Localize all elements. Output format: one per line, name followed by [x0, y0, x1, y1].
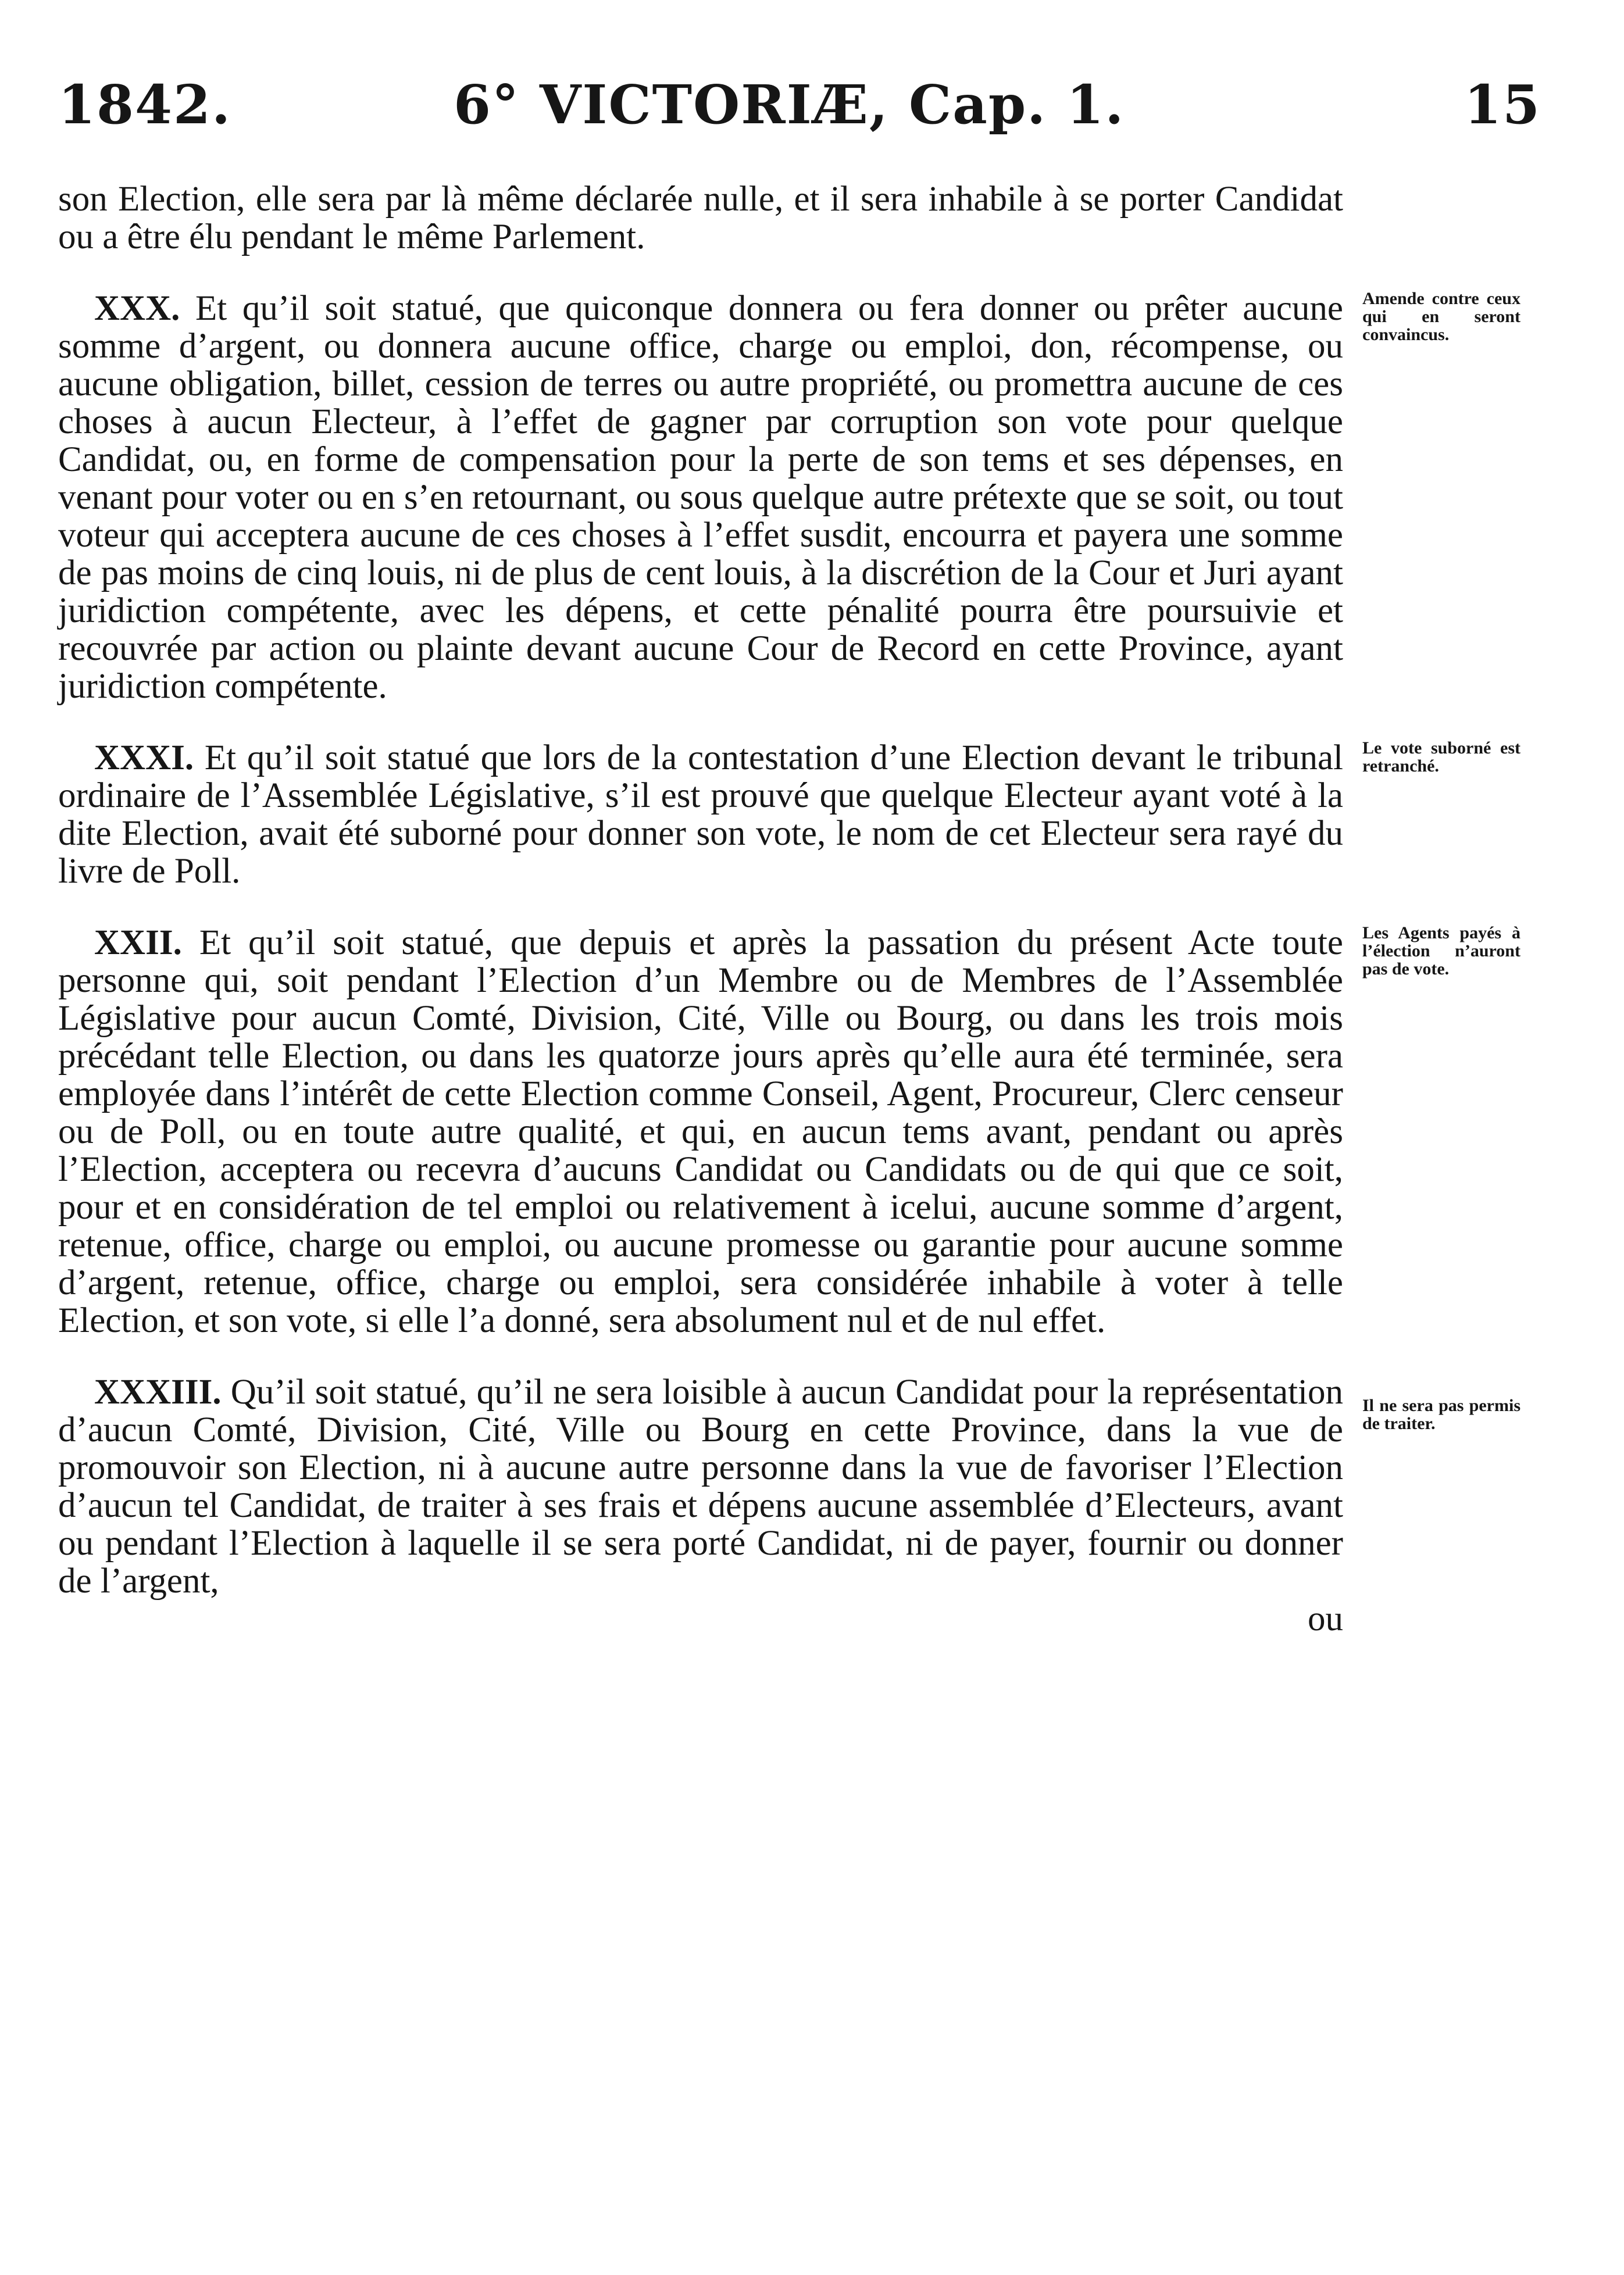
main-text — [58, 180, 1343, 1638]
page-number: 15 — [1464, 73, 1541, 136]
section-number: XXXIII. — [94, 1373, 222, 1412]
page-header — [0, 70, 1624, 145]
section-text: Et qu’il soit statué, que depuis et après la passation du présent Acte toute personne qui, soit pendant l’Election d’un Membre ou de Membres de l’Assemblée Législative pour aucun Comté, Division, Cité, Ville ou Bourg, ou dans les trois mois précédant telle Election, ou dans les quatorze jours après qu’elle aura été terminée, sera employée dans l’intérêt de cette Election comme Conseil, Agent, Procureur, Clerc censeur ou de Poll, ou en toute autre qualité, et qui, en aucun tems avant, pendant ou après l’Election, acceptera ou recevra d’aucuns Candidat ou Candidats ou de qui que ce soit, pour et en considération de tel emploi ou relativement à icelui, aucune somme d’argent, retenue, office, charge ou emploi, ou aucune promesse ou garantie pour aucune somme d’argent, retenue, office, charge ou emploi, sera considérée inhabile à voter à telle Election, et son vote, si elle l’a donné, sera absolument nul et de nul effet. — [58, 923, 1343, 1340]
section-xxx — [58, 290, 1343, 705]
section-text: Et qu’il soit statué que lors de la contestation d’une Election devant le tribunal ordinaire de l’Assemblée Législative, s’il est prouvé que quelque Electeur ayant voté à la dite Election, avait été suborné pour donner son vote, le nom de cet Electeur sera rayé du livre de Poll. — [58, 738, 1343, 891]
margin-note-vote-suborne: Le vote suborné est retranché. — [1362, 738, 1521, 776]
header-year: 1842. — [58, 73, 232, 136]
section-text: Qu’il soit statué, qu’il ne sera loisible à aucun Candidat pour la représentation d’aucun Comté, Division, Cité, Ville ou Bourg en cette Province, dans la vue de promouvoir son Election, ni à aucune autre personne dans la vue de favoriser l’Election d’aucun tel Candidat, de traiter à ses frais et dépens aucune assemblée d’Electeurs, avant ou pendant l’Election à laquelle il se sera porté Candidat, ni de payer, fournir ou donner de l’argent, — [58, 1373, 1344, 1601]
section-number: XXII. — [94, 923, 182, 962]
catchword: ou — [1308, 1599, 1343, 1638]
section-xxxi — [58, 739, 1343, 890]
margin-note-amende: Amende contre ceux qui en seront convaincus. — [1362, 289, 1521, 344]
section-xxii — [58, 924, 1343, 1340]
section-xxxiii — [58, 1373, 1343, 1600]
section-text: Et qu’il soit statué, que quiconque donnera ou fera donner ou prêter aucune somme d’argent, ou donnera aucune office, charge ou emploi, don, récompense, ou aucune obligation, billet, cession de terres ou autre propriété, ou promettra aucune de ces choses à aucun Electeur, à l’effet de gagner par corruption son vote pour quelque Candidat, ou, en forme de compensation pour la perte de son tems et ses dépenses, en venant pour voter ou en s’en retournant, ou sous quelque autre prétexte que se soit, ou tout voteur qui acceptera aucune de ces choses à l’effet susdit, encourra et payera une somme de pas moins de cinq louis, ni de plus de cent louis, à la discrétion de la Cour et Juri ayant juridiction compétente, avec les dépens, et cette pénalité pourra être poursuivie et recouvrée par action ou plainte devant aucune Cour de Record en cette Province, ayant juridiction compétente. — [58, 289, 1344, 706]
section-number: XXXI. — [94, 738, 194, 777]
section-number: XXX. — [94, 289, 180, 328]
margin-note-traiter: Il ne sera pas permis de traiter. — [1362, 1396, 1521, 1433]
continuation-paragraph: son Election, elle sera par là même déclarée nulle, et il sera inhabile à se porter Candidat ou a être élu pendant le même Parlement. — [58, 180, 1343, 256]
margin-note-agents: Les Agents payés à l’élection n’auront pas de vote. — [1362, 923, 1521, 978]
header-title: 6° VICTORIÆ, Cap. 1. — [454, 73, 1125, 136]
